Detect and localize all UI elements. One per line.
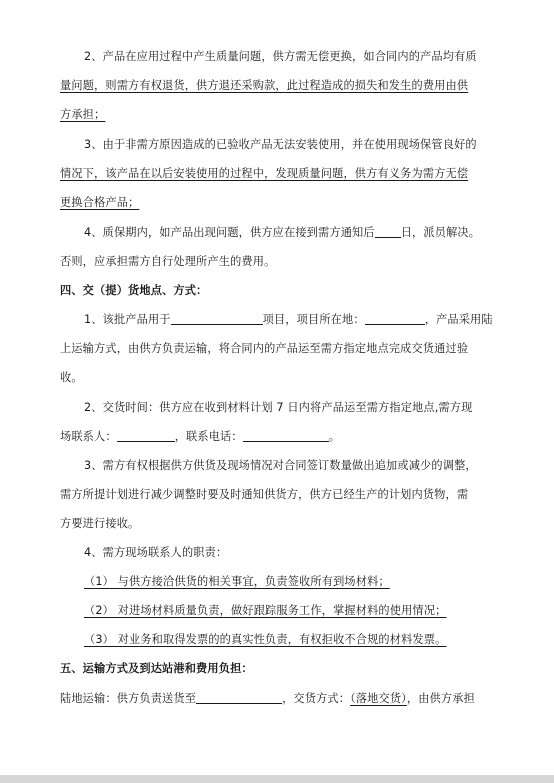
section-heading	[60, 654, 496, 683]
project-location-blank	[365, 312, 425, 325]
clause-2-line-2: 量问题，则需方有权退货，供方退还采购款，此过程造成的损失和发生的费用由供	[60, 79, 469, 92]
viewer-bottom-bar	[0, 775, 554, 783]
paragraph-line	[60, 422, 496, 451]
paragraph-line	[60, 596, 496, 625]
contact-phone-blank	[243, 429, 329, 442]
clause-3-line-3: 更换合格产品；	[60, 196, 140, 209]
paragraph-line	[60, 42, 496, 71]
section-heading	[60, 276, 496, 305]
section-5-heading: 五、运输方式及到达站港和费用负担：	[60, 662, 253, 675]
delivery-1-line-3: 收。	[60, 371, 83, 384]
clause-3-line-2: 情况下，该产品在以后安装使用的过程中，发现质量问题，供方有义务为需方无偿	[60, 167, 469, 180]
delivery-3-line-1: 3、需方有权根据供方供货及现场情况对合同签订数量做出追加或减少的调整，	[84, 459, 477, 472]
clause-2-line-1: 2、产品在应用过程中产生质量问题，供方需无偿更换，如合同内的产品均有质	[84, 50, 477, 63]
delivery-method-value: （落地交货）	[350, 692, 407, 705]
transport-text-c: ，由供方承担	[406, 692, 475, 705]
clause-2-line-3: 方承担；	[60, 108, 106, 121]
paragraph-line	[60, 130, 496, 159]
duty-item-2: （2） 对进场材料质量负责，做好跟踪服务工作，掌握材料的使用情况；	[84, 604, 447, 617]
paragraph-line	[60, 159, 496, 188]
transport-text-a: 陆地运输：供方负责送货至	[60, 692, 197, 705]
clause-4-line-2: 否则，应承担需方自行处理所产生的费用。	[60, 255, 276, 268]
paragraph-line	[60, 509, 496, 538]
project-name-blank	[171, 312, 263, 325]
paragraph-line	[60, 480, 496, 509]
paragraph-line	[60, 393, 496, 422]
delivery-2-text-c: 。	[328, 430, 341, 443]
delivery-2-line-1: 2、交货时间：供方应在收到材料计划 7 日内将产品运至需方指定地点,需方现	[84, 401, 473, 414]
paragraph-line	[60, 305, 496, 334]
paragraph-line	[60, 100, 496, 129]
paragraph-line	[60, 363, 496, 392]
section-4-heading: 四、交（提）货地点、方式：	[60, 284, 208, 297]
delivery-4-heading: 4、需方现场联系人的职责：	[84, 546, 228, 559]
paragraph-line	[60, 188, 496, 217]
destination-blank	[196, 691, 282, 704]
delivery-2-text-a: 场联系人：	[60, 430, 117, 443]
paragraph-line	[60, 538, 496, 567]
clause-3-line-1: 3、由于非需方原因造成的已验收产品无法安装使用，并在使用现场保管良好的	[84, 138, 477, 151]
delivery-3-line-2: 需方所提计划进行减少调整时要及时通知供货方，供方已经生产的计划内货物，需	[60, 488, 469, 501]
clause-4-text-a: 4、质保期内，如产品出现问题，供方应在接到需方通知后	[84, 226, 375, 239]
days-blank	[375, 225, 401, 238]
clause-4-text-b: 日，派员解决。	[400, 226, 481, 239]
paragraph-line	[60, 567, 496, 596]
delivery-2-text-b: ，联系电话：	[174, 430, 243, 443]
delivery-3-line-3: 方要进行接收。	[60, 517, 140, 530]
paragraph-line	[60, 451, 496, 480]
paragraph-line	[60, 71, 496, 100]
contact-person-blank	[117, 429, 175, 442]
duty-item-1: （1） 与供方接洽供货的相关事宜，负责签收所有到场材料；	[84, 575, 390, 588]
delivery-1-line-2: 上运输方式，由供方负责运输，将合同内的产品运至需方指定地点完成交货通过验	[60, 342, 469, 355]
delivery-1-text-b: 项目，项目所在地：	[262, 313, 365, 326]
delivery-1-text-c: ，产品采用陆	[424, 313, 493, 326]
transport-text-b: ，交货方式：	[282, 692, 351, 705]
paragraph-line	[60, 625, 496, 654]
paragraph-line	[60, 247, 496, 276]
paragraph-line	[60, 334, 496, 363]
duty-item-3: （3） 对业务和取得发票的的真实性负责，有权拒收不合规的材料发票。	[84, 633, 447, 646]
paragraph-line	[60, 684, 496, 713]
delivery-1-text-a: 1、该批产品用于	[84, 313, 171, 326]
paragraph-line	[60, 218, 496, 247]
